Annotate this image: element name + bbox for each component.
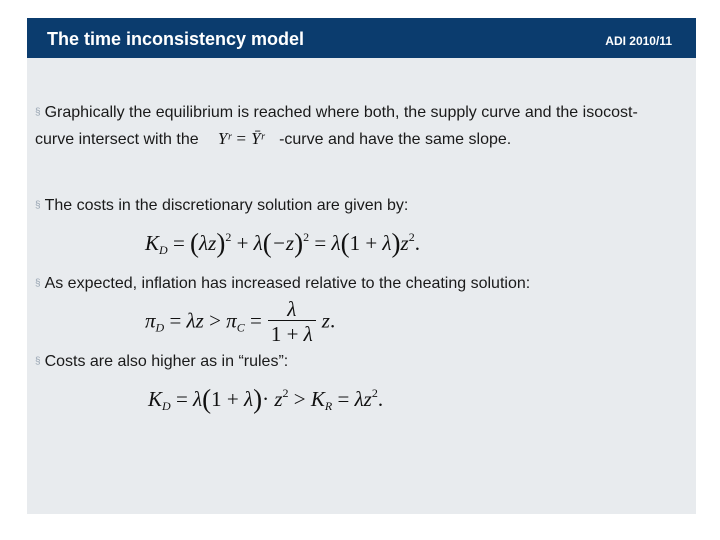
paragraph-costs-discretionary — [35, 193, 665, 219]
slide-title: The time inconsistency model — [47, 29, 305, 49]
bullet-icon: § — [35, 356, 41, 367]
equation-costs-rules: $K_D = \lambda(1 + \lambda)\cdot z^2 > K_R = \lambda z^2$. — [148, 384, 384, 414]
bullet-icon: § — [35, 107, 41, 118]
inline-equation-y: Yʳ = Ȳʳ — [217, 129, 265, 148]
bullet-icon: § — [35, 200, 41, 211]
paragraph-text: Graphically the equilibrium is reached where both, the supply curve and the isocost-curve intersect with the — [35, 104, 638, 148]
paragraph-text: Costs are also higher as in “rules”: — [44, 353, 289, 370]
bullet-icon: § — [35, 278, 41, 289]
paragraph-text: The costs in the discretionary solution are given by: — [44, 197, 409, 214]
paragraph-rules — [35, 349, 665, 375]
paragraph-text: -curve and have the same slope. — [279, 131, 512, 148]
paragraph-equilibrium — [35, 100, 665, 153]
course-label: ADI 2010/11 — [605, 34, 672, 48]
slide-header — [27, 18, 696, 58]
equation-inflation: $\pi_D = \lambda z > \pi_C$ = $\frac{\lambda}{1 + \lambda}$ z. — [145, 297, 336, 346]
paragraph-inflation — [35, 271, 665, 297]
equation-costs-discretionary: $K_D = (\lambda z)^2 + \lambda(-z)^2 = \lambda(1 + \lambda)z^2$. — [145, 228, 420, 258]
paragraph-text: As expected, inflation has increased relative to the cheating solution: — [44, 275, 531, 292]
